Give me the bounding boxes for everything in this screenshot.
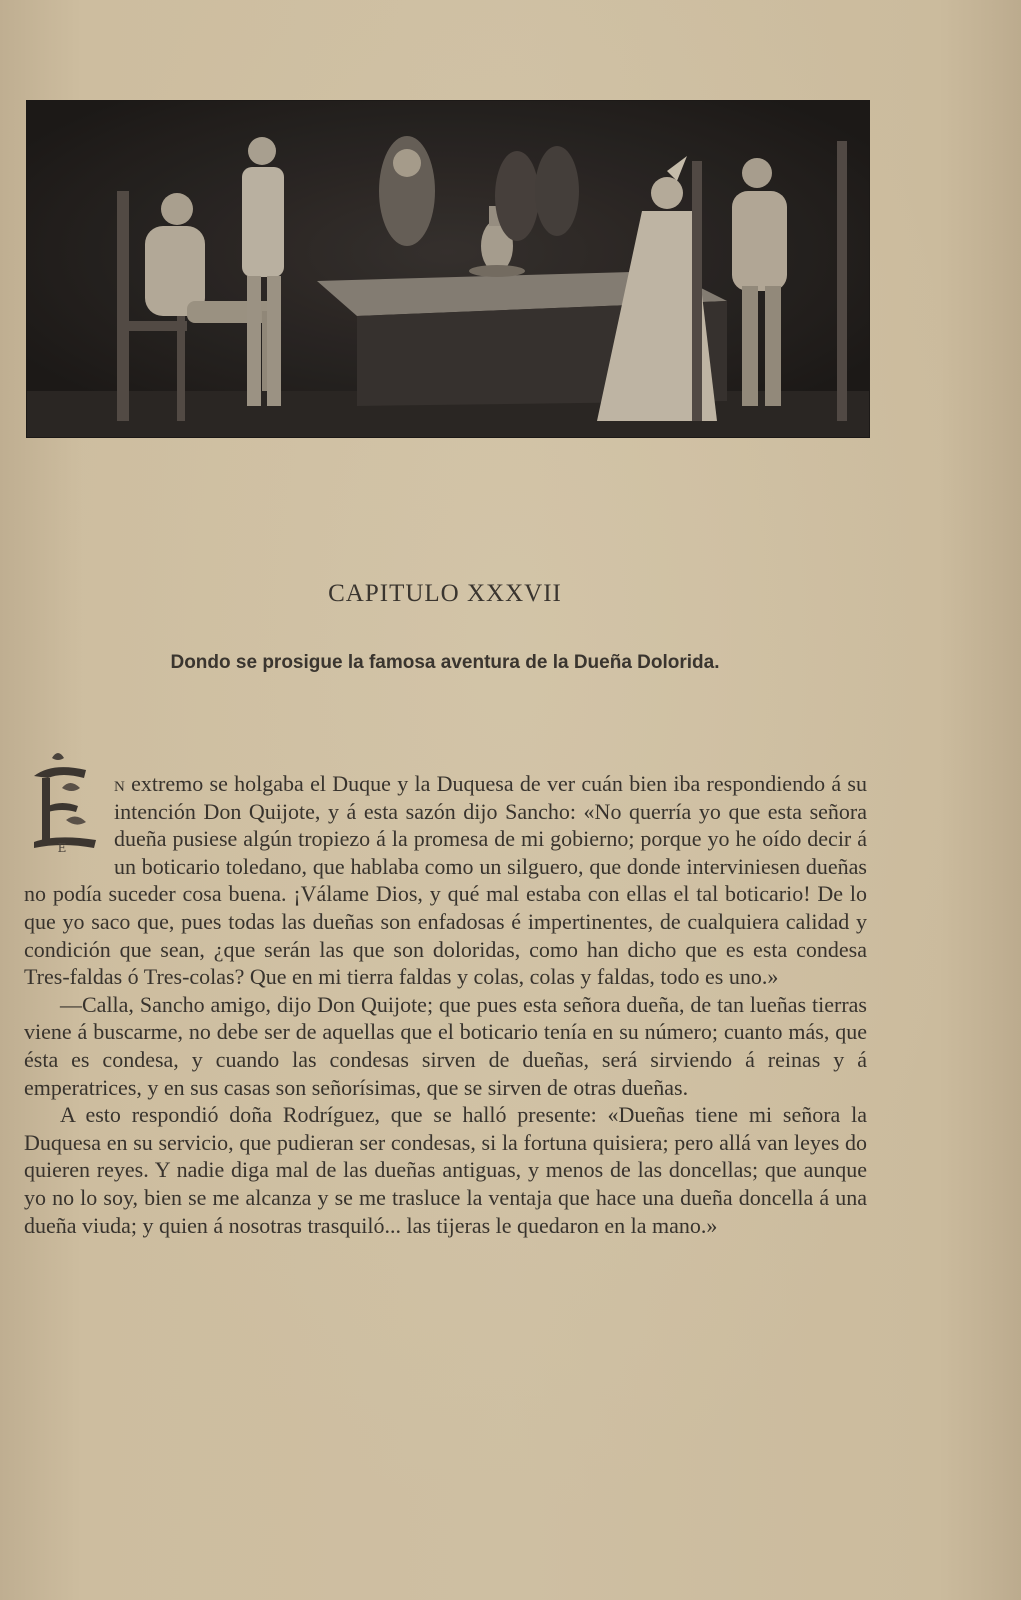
- paragraph: A esto respondió doña Rodríguez, que se halló presente: «Dueñas tiene mi señora la Duquesa en su servicio, que pudieran ser condesas, si la fortuna quisiera; pero allá van leyes do quieren reyes. Y nadie diga mal de las dueñas antiguas, y menos de las doncellas; que aunque yo no lo soy, bien se me alcanza y se me trasluce la ventaja que hace una dueña doncella á una dueña viuda; y quien á nosotras trasquiló... las tijeras le quedaron en la mano.»: [24, 1102, 867, 1238]
- paragraph: —Calla, Sancho amigo, dijo Don Quijote; que pues esta señora dueña, de tan lueñas tierras viene á buscarme, no debe ser de aquellas que el boticario tenía en su número; cuanto más, que ésta es condesa, y cuando las condesas sirven de dueñas, será sirviendo á reinas y á emperatrices, y en sus casas son señorísimas, que se sirven de otras dueñas.: [24, 991, 867, 1100]
- chapter-body: [24, 770, 867, 1239]
- paragraph: [24, 770, 867, 991]
- svg-text:E: E: [57, 841, 67, 854]
- paragraph-text: extremo se holgaba el Duque y la Duquesa de ver cuán bien iba respondiendo á su intención Don Quijote, y á esta sazón dijo Sancho: «No querría yo que esta señora dueña pusiese algún tropiezo á la promesa de mi gobierno; porque yo he oído decir á un boticario toledano, que hablaba como un silguero, que donde interviniesen dueñas no podía suceder cosa buena. ¡Válame Dios, y qué mal estaba con ellas el tal boticario! De lo que yo saco que, pues todas las dueñas son enfadosas é impertinentes, de cualquiera calidad y condición que sean, ¿que serán las que son doloridas, como han dicho que es esta condesa Tres-faldas ó Tres-colas? Que en mi tierra faldas y colas, colas y faldas, todo es uno.»: [24, 771, 867, 990]
- chapter-illustration: [26, 100, 870, 438]
- chapter-subtitle: Dondo se prosigue la famosa aventura de la Dueña Dolorida.: [170, 652, 720, 673]
- engraving-scene-icon: [27, 101, 869, 437]
- chapter-title: CAPITULO XXXVII: [328, 580, 562, 607]
- paragraph-lead: n: [114, 771, 125, 796]
- ornamental-initial-icon: [22, 748, 106, 854]
